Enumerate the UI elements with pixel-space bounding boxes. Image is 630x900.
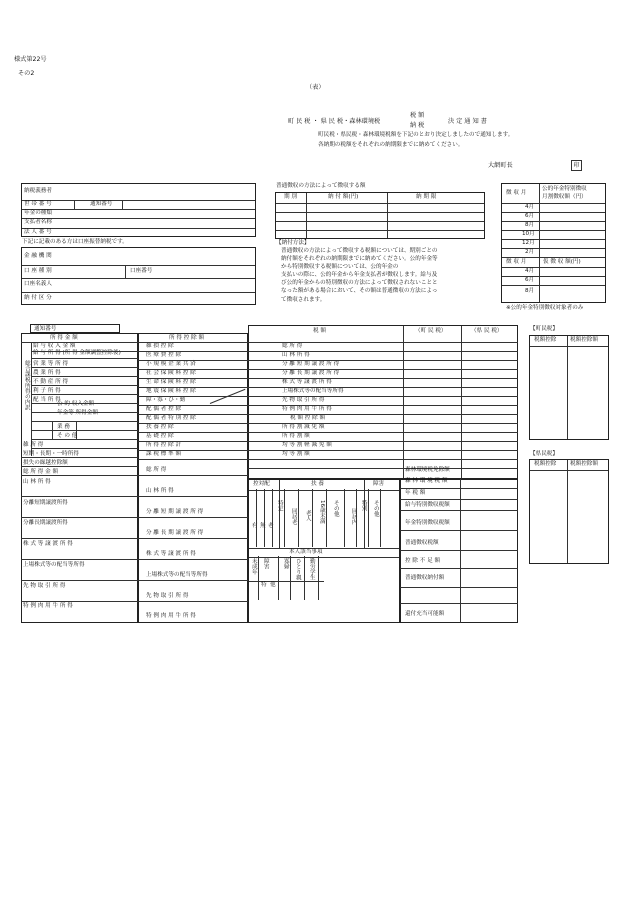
income-item: 利 子 所 得 (33, 388, 61, 394)
row-line (31, 421, 138, 422)
month-cell: 8月 (525, 288, 535, 294)
row-line (248, 342, 518, 343)
row-line (248, 414, 518, 415)
title-left: 町 民 税 ・ 県 民 税・森林環境税 (288, 118, 381, 125)
col-line (326, 489, 327, 547)
family-col: 16歳未満 (318, 500, 325, 524)
income-item: 株 式 等 譲 渡 所 得 (23, 541, 73, 547)
col-line (258, 556, 259, 600)
row-line (138, 559, 248, 560)
tax-item: 分 離 短 期 譲 渡 所 得 (282, 361, 340, 367)
town-side-title: 【町民税】 (530, 326, 558, 332)
row-line (400, 488, 518, 489)
futsu-h-deadline: 納 期 限 (416, 194, 437, 200)
deduction-header: 所 得 控 除 額 (169, 335, 205, 341)
pension-monthly-header: 公的年金特別徴収 (542, 186, 587, 192)
tax-item: 所 得 割 額 (282, 433, 310, 439)
taxpayer-label: 納税義務者 (24, 188, 52, 194)
row-line (21, 580, 138, 581)
row-line (248, 369, 518, 370)
notice-no-box (30, 324, 120, 333)
family-col: 特定 (276, 500, 283, 512)
col-line (368, 489, 369, 547)
income-item: 公 的 収入金額 (57, 401, 95, 407)
row-line (138, 351, 248, 352)
household-no-label: 世 帯 番 号 (24, 201, 52, 207)
tax-item: 特 例 肉 用 牛 所 得 (282, 406, 332, 412)
month-cell: 8月 (525, 222, 535, 228)
self-col: 勤労学生 (308, 558, 315, 581)
title-mid-bottom: 納 税 (410, 122, 425, 129)
income-item: 不 動 産 所 得 (33, 379, 69, 385)
income-item: 業 務 (57, 424, 70, 430)
forest-item: 控 除 不 足 額 (405, 558, 441, 564)
row-line (138, 405, 248, 406)
account-type-label: 口 座 種 別 (24, 268, 52, 274)
income-item: そ の 他 (57, 433, 78, 439)
row-line (400, 499, 518, 500)
forest-item: 還付充当可能額 (405, 611, 445, 617)
row-line (248, 387, 518, 388)
pref-tax-header: （県 民 税） (471, 328, 503, 334)
row-line (248, 432, 518, 433)
row-line (138, 342, 248, 343)
family-col: 特別 (360, 500, 367, 512)
income-item: 山 林 所 得 (23, 479, 51, 485)
row-line (248, 360, 518, 361)
self-sub: 特 (261, 582, 267, 588)
account-holder-label: 口座名義人 (24, 281, 52, 287)
payer-name-label: 支払者名称 (24, 219, 52, 225)
deduction-item: 地 震 保 険 料 控 除 (146, 388, 196, 394)
town-tax-header: （町 民 税） (415, 328, 447, 334)
tax-item: 税 額 控 除 額 (290, 415, 326, 421)
family-col: 同居老 (290, 508, 297, 525)
self-col: 障害 (262, 558, 269, 570)
method-text: 普通徴収の方法によって徴収する税額については、期別ごとの 納付額をそれぞれの納期限までに納めてください。公的年金等 から特別徴収する税額については、公的年金の 支払いの際に、公的年金から年金支払者が徴収します。給与及 び公的年金からの特別徴収の方法によって徴収されないことと なった額がある場合において、その額は普通徴収の方法によっ て徴収されます。 (281, 248, 438, 303)
col-line (312, 489, 313, 547)
pension-monthly-header-2: 月割徴収額（円） (542, 194, 587, 200)
deduction-item: 分 離 短 期 譲 渡 所 得 (146, 509, 204, 515)
futsu-table (275, 192, 485, 239)
row-line (21, 538, 138, 539)
family-h-dependents: 扶 養 (311, 481, 324, 487)
month-cell: 6月 (525, 213, 535, 219)
family-col: 老 (266, 522, 273, 528)
income-item: 損失の繰越控除額 (23, 460, 68, 466)
deduction-item: 扶 養 控 除 (146, 424, 174, 430)
row-line (138, 496, 248, 497)
row-line (31, 448, 138, 449)
notice-line-1: 町民税・県民税・森林環境税額を下記のとおり決定しましたので通知します。 (318, 132, 514, 138)
family-h-spouse: 控対配 (253, 481, 270, 487)
tax-item: 均 等 割 額 (282, 451, 310, 457)
month-cell: 4月 (525, 204, 535, 210)
page-side: （表） (306, 84, 325, 91)
row-line (138, 387, 248, 388)
pref-side-title: 【県民税】 (530, 451, 558, 457)
deduction-item: 先 物 取 引 所 得 (146, 593, 189, 599)
family-col: 無 (258, 522, 265, 528)
futsu-h-amount: 納 付 額(円) (328, 194, 359, 200)
row-line (138, 459, 248, 460)
self-sub: 他 (270, 582, 276, 588)
row-line (21, 601, 138, 602)
col-line (264, 489, 265, 547)
title-mid-top: 税 額 (410, 112, 425, 119)
corporate-no-label: 法 人 番 号 (24, 229, 52, 235)
row-line (400, 550, 518, 551)
deduction-item: 総 所 得 (146, 467, 167, 473)
deduction-item: 社 会 保 険 料 控 除 (146, 370, 196, 376)
self-title: 本人該当事項 (289, 549, 323, 555)
row-line (21, 457, 138, 458)
deduction-item: 基 礎 控 除 (146, 433, 174, 439)
income-item: 特 例 肉 用 牛 所 得 (23, 603, 73, 609)
row-line (21, 559, 138, 560)
forest-item: 年金特別徴収税額 (405, 520, 450, 526)
row-line (138, 369, 248, 370)
row-line (31, 376, 138, 377)
special-collection-table (501, 183, 606, 303)
forest-item: 森林環境税免除額 (405, 467, 450, 473)
town-side-h2: 税額控除額 (570, 337, 598, 343)
tax-item: 上場株式等の配当等所得 (282, 388, 344, 394)
forest-item: 給与特別徴収税額 (405, 502, 450, 508)
tax-item: 均 等 割 軽 減 免 額 (282, 442, 332, 448)
self-col: 寡婦 (282, 558, 289, 570)
row-line (248, 441, 518, 442)
row-line (21, 517, 138, 518)
row-line (138, 441, 248, 442)
deduction-item: 医 療 費 控 除 (146, 352, 182, 358)
row-line (400, 603, 518, 604)
form-number: 様式第22号 (14, 56, 47, 63)
row-line (31, 430, 138, 431)
forest-item: 年 税 額 (405, 490, 426, 496)
notice-line-2: 各納期の税額をそれぞれの納期限までに納めてください。 (318, 142, 464, 148)
row-line (248, 378, 518, 379)
col-line (298, 489, 299, 547)
row-line (31, 394, 138, 395)
month-cell: 2月 (525, 249, 535, 255)
row-line (31, 385, 138, 386)
deduction-item: 生 命 保 険 料 控 除 (146, 379, 196, 385)
town-side-table (529, 335, 609, 440)
row-line (248, 459, 518, 460)
col-line (344, 489, 345, 547)
row-line (248, 405, 518, 406)
income-item: 営 業 等 所 得 (33, 361, 69, 367)
bank-label: 金 融 機 関 (24, 253, 52, 259)
row-line (400, 568, 518, 569)
collect-month-header: 徴 収 月 (506, 190, 527, 196)
tax-item: 先 物 取 引 所 得 (282, 397, 325, 403)
deduction-item: 上場株式等の配当等所得 (146, 572, 208, 578)
deduction-item: 分 離 長 期 譲 渡 所 得 (146, 530, 204, 536)
town-side-h1: 税額控除 (534, 337, 557, 343)
deduction-item: 障・寡・ひ・勤 (146, 397, 186, 403)
method-title: 【納付方法】 (276, 240, 310, 246)
self-col: 未成年 (250, 558, 257, 575)
row-line (138, 475, 248, 476)
row-line (248, 396, 518, 397)
deduction-item: 雑 損 控 除 (146, 343, 174, 349)
tax-item: 所 得 割 減 免 額 (282, 424, 325, 430)
col-line (290, 556, 291, 600)
income-item: 先 物 取 引 所 得 (23, 583, 66, 589)
notice-no-label: 通知番号 (90, 201, 113, 207)
title-right: 決 定 通 知 書 (448, 118, 487, 125)
row-line (400, 587, 518, 588)
account-no-label: 口座番号 (130, 268, 153, 274)
row-line (138, 423, 248, 424)
forest-item: 普通徴収税額 (405, 540, 439, 546)
tax-item: 株 式 等 譲 渡 所 得 (282, 379, 332, 385)
row-line (31, 358, 138, 359)
family-h-disability: 障害 (373, 481, 385, 487)
col-line (278, 556, 279, 600)
row-line (400, 510, 518, 511)
forest-item: 普通徴収納付額 (405, 575, 445, 581)
group-label: 総合課税所得の内訳 (23, 360, 30, 411)
family-col: 有 (250, 522, 257, 528)
deduction-item: 所 得 控 除 計 (146, 442, 182, 448)
income-item: 給 与 収 入 金 額 (33, 343, 76, 349)
row-line (21, 342, 138, 343)
month-cell: 4月 (525, 268, 535, 274)
pref-side-table (529, 459, 609, 564)
tax-header: 税 額 (313, 328, 326, 334)
mayor-name: 大網町長 (488, 162, 513, 169)
tax-item: 山 林 所 得 (282, 352, 310, 358)
pref-side-h2: 税額控除額 (570, 461, 598, 467)
seal-stamp: 印 (571, 160, 582, 171)
deduction-item: 株 式 等 譲 渡 所 得 (146, 551, 196, 557)
family-col: その他 (332, 500, 339, 517)
payment-type-label: 納 付 区 分 (24, 295, 52, 301)
income-item: 分離長期譲渡所得 (23, 520, 68, 526)
row-line (31, 403, 138, 404)
row-line (138, 378, 248, 379)
income-item: 上場株式等の配当等所得 (23, 562, 85, 568)
income-item: 短期・長期・一時所得 (23, 451, 79, 457)
month-cell: 12月 (522, 240, 535, 246)
tax-item: 総 所 得 (282, 343, 303, 349)
income-item: 年金等 所得金額 (57, 410, 98, 416)
row-line (138, 414, 248, 415)
row-line (138, 517, 248, 518)
family-col: 老人 (304, 510, 311, 522)
collect-month-header-2: 徴 収 月 (506, 259, 527, 265)
row-line (138, 580, 248, 581)
pref-side-h1: 税額控除 (534, 461, 557, 467)
col-line (256, 489, 257, 547)
deduction-item: 山 林 所 得 (146, 488, 174, 494)
row-line (138, 396, 248, 397)
futsu-title: 普通徴収の方法によって徴収する額 (276, 183, 366, 189)
special-note: ※公的年金特別徴収対象者のみ (506, 305, 584, 311)
deduction-item: 配 偶 者 特 別 控 除 (146, 415, 196, 421)
row-line (138, 538, 248, 539)
row-line (21, 466, 138, 467)
deduction-item: 小 規 模 企 業 共 済 (146, 361, 196, 367)
income-item: 配 当 所 得 (33, 397, 61, 403)
month-cell: 6月 (525, 277, 535, 283)
row-line (138, 601, 248, 602)
month-cell: 10月 (522, 231, 535, 237)
taxpayer-box (21, 183, 256, 237)
provisional-header: 仮 徴 収 額(円) (543, 259, 581, 265)
income-item: 給 与 所 得 (所 得 金額調整控除後) (33, 350, 121, 356)
deduction-item: 配 偶 者 控 除 (146, 406, 182, 412)
col-line (380, 489, 381, 547)
family-col: その他 (372, 500, 379, 517)
income-item: 分離短期譲渡所得 (23, 500, 68, 506)
income-item: 総 所 得 金 額 (23, 469, 59, 475)
futsu-h-period: 期 別 (284, 194, 297, 200)
forest-table (400, 479, 518, 623)
row-line (248, 450, 518, 451)
row-line (248, 468, 518, 469)
col-line (272, 489, 273, 547)
row-line (31, 412, 138, 413)
col-line (284, 489, 285, 547)
debit-note: 下記に記載のある方は口座振替納税です。 (22, 239, 128, 245)
row-line (138, 450, 248, 451)
family-col: 同居内 (350, 508, 357, 525)
row-line (138, 360, 248, 361)
col-line (460, 479, 461, 623)
sub-number: その2 (18, 70, 35, 77)
income-header: 所 得 金 額 (50, 335, 78, 341)
row-line (31, 351, 138, 352)
col-line (356, 489, 357, 547)
row-line (21, 475, 138, 476)
self-col: ひとり親 (294, 558, 301, 581)
row-line (31, 439, 138, 440)
bank-box (21, 247, 256, 305)
col-line (304, 556, 305, 600)
forest-item: 森 林 環 境 税 額 (405, 478, 448, 484)
row-line (248, 423, 518, 424)
income-item: 雑 所 得 (23, 442, 44, 448)
col-line (318, 556, 319, 600)
row-line (31, 367, 138, 368)
row-line (400, 530, 518, 531)
pension-type-label: 年金の種類 (24, 210, 52, 216)
row-line (21, 496, 138, 497)
notice-no-text: 通知番号 (34, 325, 57, 332)
tax-item: 分 離 長 期 譲 渡 所 得 (282, 370, 340, 376)
deduction-item: 課 税 標 準 額 (146, 451, 182, 457)
income-item: 農 業 所 得 (33, 370, 61, 376)
row-line (138, 432, 248, 433)
row-line (248, 351, 518, 352)
deduction-item: 特 例 肉 用 牛 所 得 (146, 613, 196, 619)
